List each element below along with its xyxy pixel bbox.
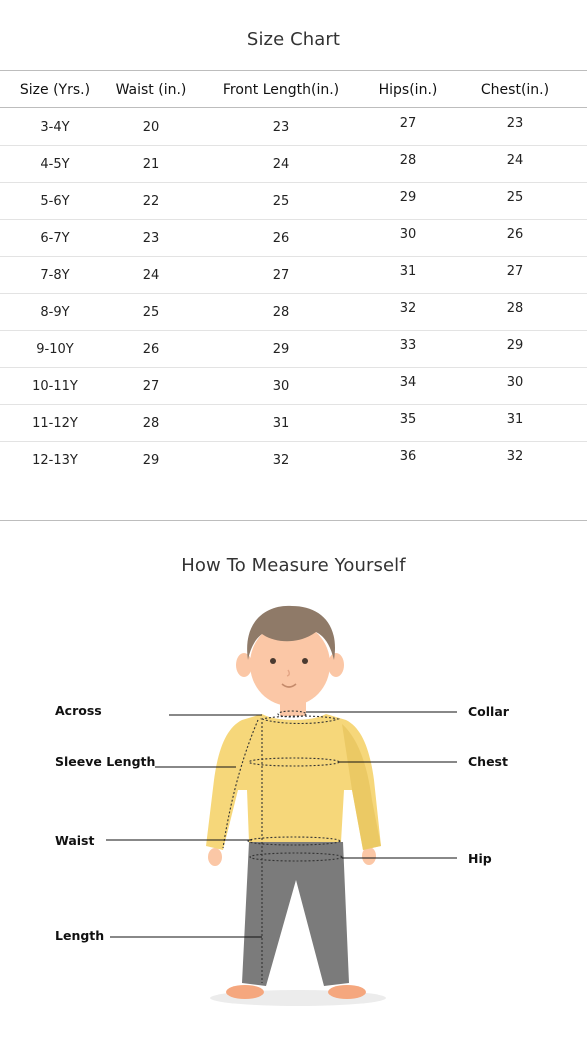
left-foot <box>226 985 264 999</box>
header-hips: Hips(in.) <box>378 82 438 98</box>
left-ear <box>236 653 252 677</box>
table-cell: 31 <box>399 264 417 279</box>
table-cell: 9-10Y <box>36 342 74 357</box>
table-cell: 12-13Y <box>32 453 78 468</box>
table-cell: 30 <box>399 227 417 242</box>
table-cell: 20 <box>142 120 160 135</box>
waist-label: Waist <box>55 833 95 848</box>
table-cell: 35 <box>399 412 417 427</box>
header-waist: Waist (in.) <box>115 82 187 98</box>
hip-label: Hip <box>468 851 492 866</box>
table-cell: 8-9Y <box>40 305 70 320</box>
table-cell: 27 <box>506 264 524 279</box>
table-cell: 28 <box>399 153 417 168</box>
table-cell: 4-5Y <box>40 157 70 172</box>
table-cell: 27 <box>272 268 290 283</box>
table-cell: 6-7Y <box>40 231 70 246</box>
table-cell: 31 <box>506 412 524 427</box>
table-cell: 28 <box>142 416 160 431</box>
table-cell: 30 <box>506 375 524 390</box>
table-cell: 32 <box>272 453 290 468</box>
table-cell: 36 <box>399 449 417 464</box>
table-cell: 25 <box>142 305 160 320</box>
right-ear <box>328 653 344 677</box>
table-cell: 26 <box>142 342 160 357</box>
table-cell: 11-12Y <box>32 416 78 431</box>
left-hand <box>208 848 222 866</box>
table-cell: 29 <box>399 190 417 205</box>
table-cell: 29 <box>506 338 524 353</box>
length-label: Length <box>55 928 105 943</box>
header-size: Size (Yrs.) <box>19 82 91 98</box>
across-label: Across <box>55 703 102 718</box>
left-eye <box>270 658 276 664</box>
chest-label: Chest <box>468 754 508 769</box>
table-cell: 24 <box>272 157 290 172</box>
table-cell: 28 <box>272 305 290 320</box>
collar-label: Collar <box>468 704 509 719</box>
table-cell: 29 <box>142 453 160 468</box>
table-cell: 10-11Y <box>32 379 78 394</box>
table-cell: 3-4Y <box>40 120 70 135</box>
sleeve-length-label: Sleeve Length <box>55 754 156 769</box>
table-cell: 26 <box>506 227 524 242</box>
measure-title: How To Measure Yourself <box>181 555 406 576</box>
table-cell: 7-8Y <box>40 268 70 283</box>
table-cell: 22 <box>142 194 160 209</box>
table-cell: 30 <box>272 379 290 394</box>
header-front-length: Front Length(in.) <box>222 82 340 98</box>
table-cell: 26 <box>272 231 290 246</box>
header-chest: Chest(in.) <box>480 82 550 98</box>
pants <box>242 842 349 986</box>
right-foot <box>328 985 366 999</box>
table-cell: 23 <box>506 116 524 131</box>
table-cell: 21 <box>142 157 160 172</box>
table-cell: 25 <box>272 194 290 209</box>
table-cell: 27 <box>399 116 417 131</box>
table-cell: 32 <box>399 301 417 316</box>
table-cell: 5-6Y <box>40 194 70 209</box>
table-cell: 23 <box>142 231 160 246</box>
table-cell: 25 <box>506 190 524 205</box>
table-cell: 29 <box>272 342 290 357</box>
table-cell: 34 <box>399 375 417 390</box>
table-cell: 31 <box>272 416 290 431</box>
right-eye <box>302 658 308 664</box>
table-cell: 23 <box>272 120 290 135</box>
table-cell: 24 <box>142 268 160 283</box>
table-cell: 27 <box>142 379 160 394</box>
table-cell: 32 <box>506 449 524 464</box>
table-cell: 28 <box>506 301 524 316</box>
size-chart-title: Size Chart <box>246 29 341 50</box>
table-cell: 24 <box>506 153 524 168</box>
table-cell: 33 <box>399 338 417 353</box>
